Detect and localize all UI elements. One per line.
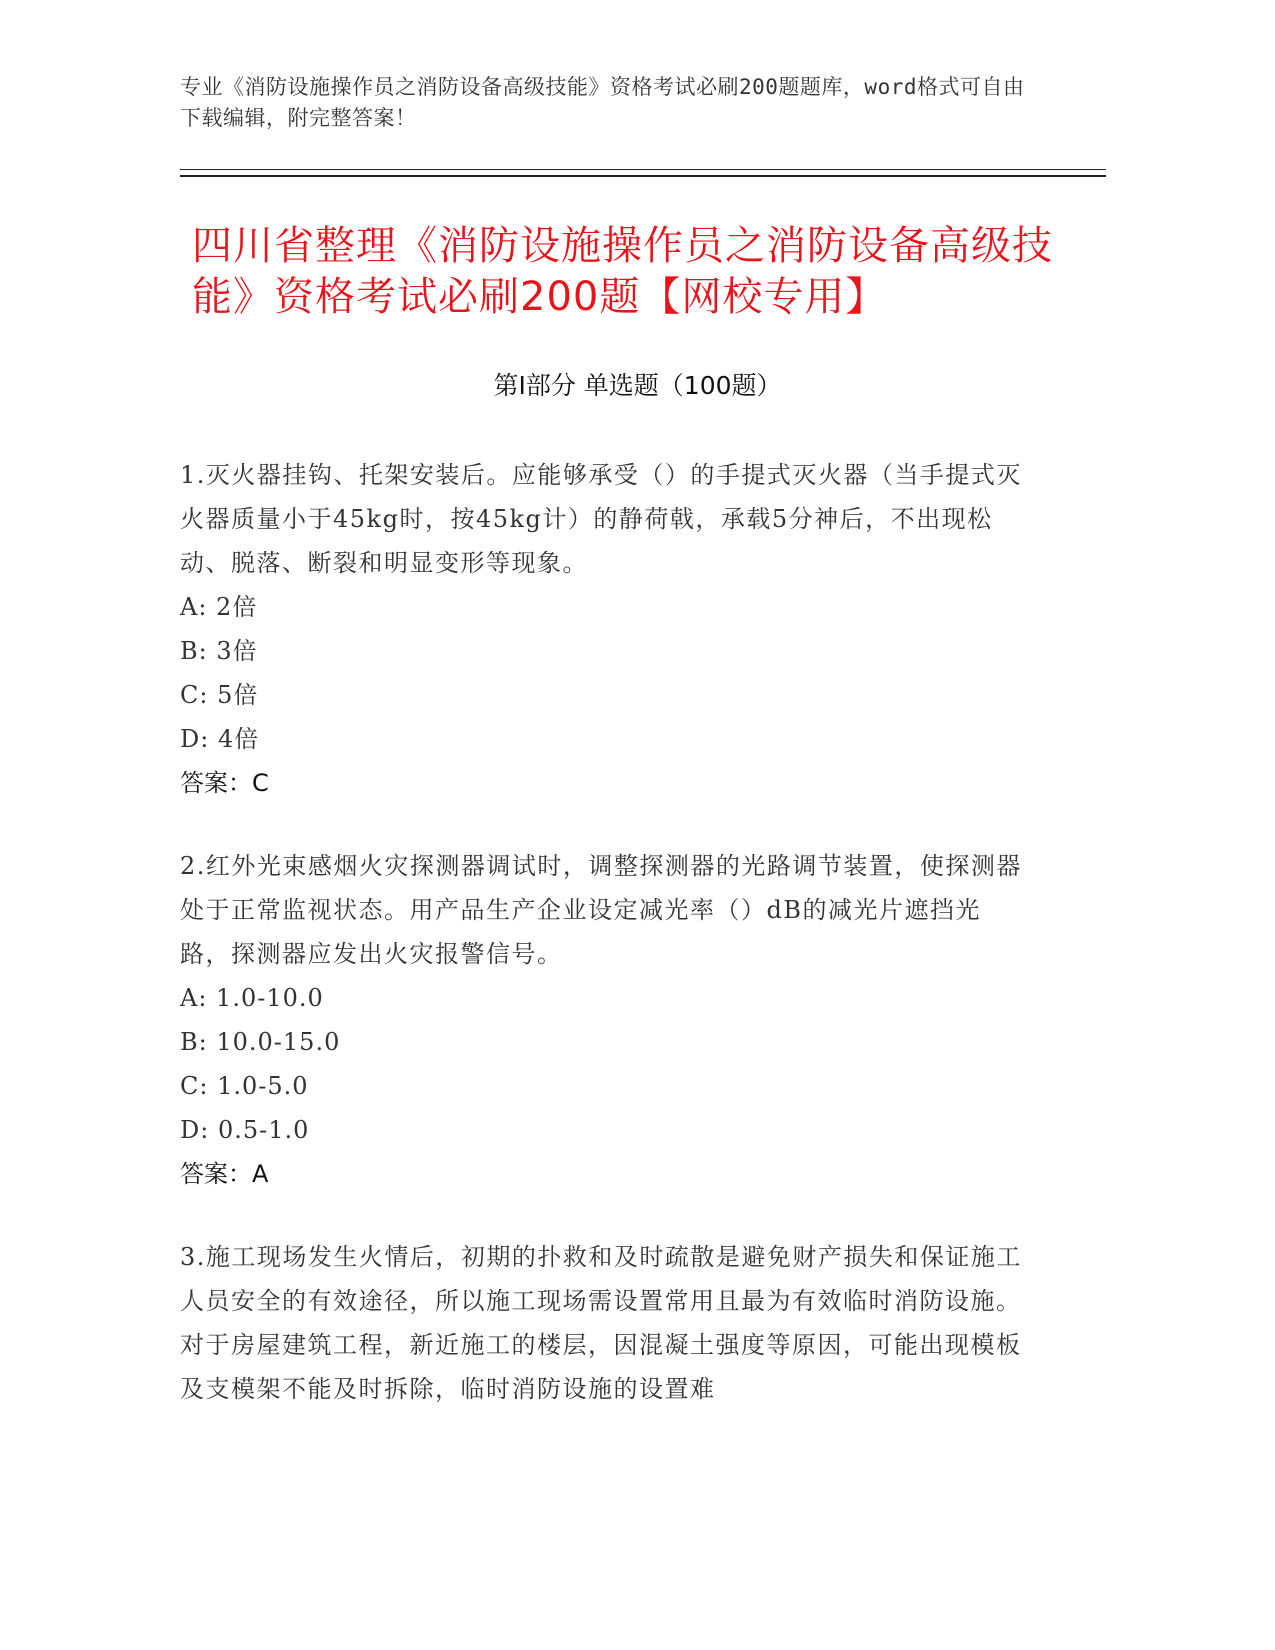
option-d: D: 4倍 <box>180 725 260 753</box>
header-divider-bottom <box>180 175 1106 177</box>
option-b: B: 10.0-15.0 <box>180 1028 341 1056</box>
question-text: 2.红外光束感烟火灾探测器调试时，调整探测器的光路调节装置，使探测器处于正常监视状态。用产品生产企业设定减光率（）dB的减光片遮挡光路，探测器应发出火灾报警信号。 <box>180 852 1022 968</box>
document-title: 四川省整理《消防设施操作员之消防设备高级技能》资格考试必刷200题【网校专用】 <box>192 223 1053 320</box>
option-c: C: 1.0-5.0 <box>180 1072 309 1100</box>
answer: 答案：C <box>180 769 269 797</box>
header-note: 专业《消防设施操作员之消防设备高级技能》资格考试必刷200题题库，word格式可自由下载编辑，附完整答案！ <box>180 75 1025 130</box>
question-text: 3.施工现场发生火情后，初期的扑救和及时疏散是避免财产损失和保证施工人员安全的有效途径，所以施工现场需设置常用且最为有效临时消防设施。对于房屋建筑工程，新近施工的楼层，因混凝土强度等原因，可能出现模板及支模架不能及时拆除，临时消防设施的设置难 <box>180 1243 1022 1403</box>
option-a: A: 1.0-10.0 <box>180 984 324 1012</box>
question-2 <box>180 844 1030 1196</box>
option-d: D: 0.5-1.0 <box>180 1116 310 1144</box>
header-divider-top <box>180 169 1106 170</box>
option-c: C: 5倍 <box>180 681 259 709</box>
answer: 答案：A <box>180 1160 269 1188</box>
question-text: 1.灭火器挂钩、托架安装后。应能够承受（）的手提式灭火器（当手提式灭火器质量小于45kg时，按45kg计）的静荷戟，承载5分神后，不出现松动、脱落、断裂和明显变形等现象。 <box>180 461 1022 577</box>
option-a: A: 2倍 <box>180 593 258 621</box>
option-b: B: 3倍 <box>180 637 258 665</box>
question-3 <box>180 1235 1030 1411</box>
section-heading: 第Ⅰ部分 单选题（100题） <box>493 371 782 400</box>
question-1 <box>180 453 1030 805</box>
